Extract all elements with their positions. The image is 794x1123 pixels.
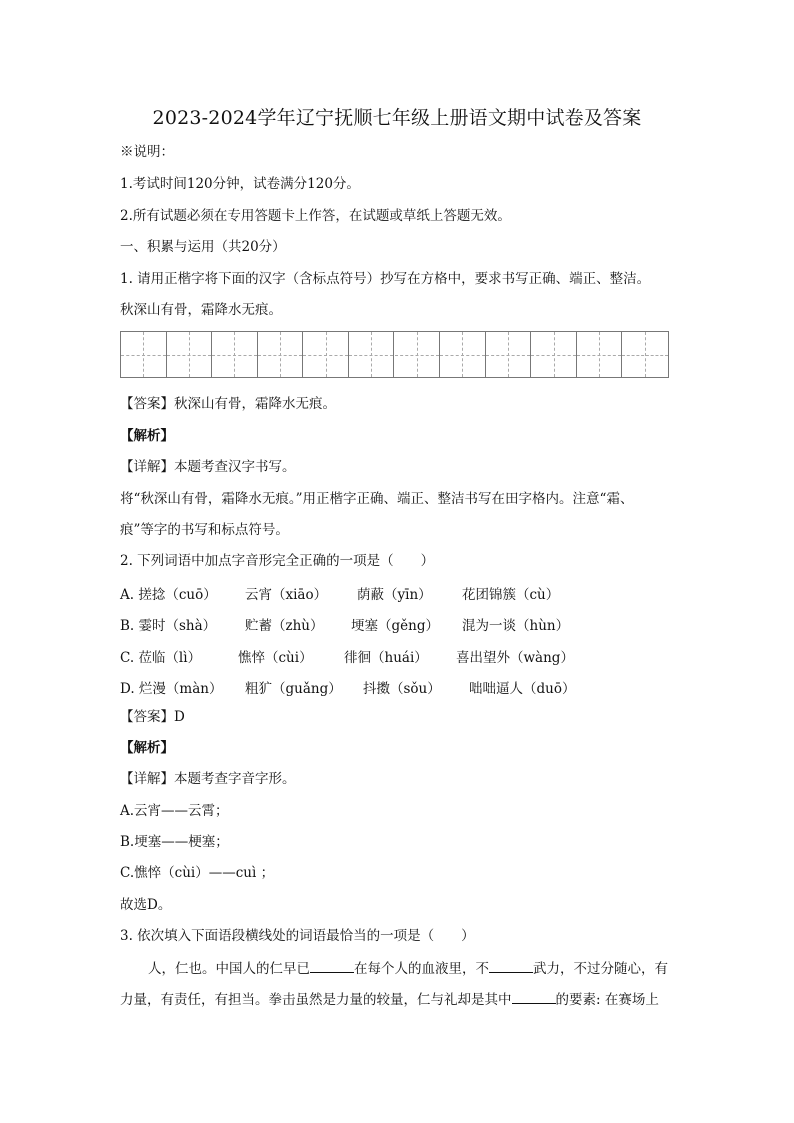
q2-option-a-2: 云宵（xiāo） (245, 587, 328, 603)
grid-cell[interactable] (349, 332, 395, 377)
q3-text: 武力，不过分随心，有 (533, 961, 668, 977)
grid-cell[interactable] (258, 332, 304, 377)
q2-option-d-2: 粗犷（guǎng） (245, 681, 342, 697)
q2-analysis-label: 【解析】 (120, 740, 174, 756)
q1-detail: 【详解】本题考查汉字书写。 (120, 459, 296, 475)
grid-cell[interactable] (395, 332, 441, 377)
q2-option-d-4: 咄咄逼人（duō） (469, 681, 576, 697)
grid-cell[interactable] (303, 332, 349, 377)
q2-option-a-4: 花团锦簇（cù） (462, 587, 560, 603)
q3-text: 人，仁也。中国人的仁早已 (148, 961, 310, 977)
q2-option-a-3: 荫蔽（yīn） (357, 587, 432, 603)
grid-cell[interactable] (486, 332, 532, 377)
q2-correction-c: C.憔悴（cùi）——cuì ； (120, 865, 275, 881)
q2-stem: 2. 下列词语中加点字音形完全正确的一项是（ ） (120, 553, 435, 569)
grid-cell[interactable] (622, 332, 668, 377)
fill-blank-3[interactable] (512, 989, 556, 1004)
note-2: 2.所有试题必须在专用答题卡上作答，在试题或草纸上答题无效。 (120, 208, 511, 224)
grid-guide-vertical (462, 332, 463, 377)
grid-cell[interactable] (121, 332, 167, 377)
grid-guide-vertical (143, 332, 144, 377)
q3-text: 的要素: 在赛场上 (555, 992, 659, 1008)
fill-blank-1[interactable] (310, 958, 354, 973)
fill-blank-2[interactable] (489, 958, 533, 973)
grid-guide-vertical (371, 332, 372, 377)
grid-guide-vertical (645, 332, 646, 377)
q1-explanation-1: 将“秋深山有骨，霜降水无痕。”用正楷字正确、端正、整洁书写在田字格内。注意“霜、 (120, 491, 634, 507)
q3-stem: 3. 依次填入下面语段横线处的词语最恰当的一项是（ ） (120, 928, 475, 944)
q2-conclusion: 故选D。 (120, 897, 172, 913)
q2-option-c-2: 憔悴（cùi） (238, 650, 313, 666)
page-title: 2023-2024学年辽宁抚顺七年级上册语文期中试卷及答案 (152, 107, 642, 129)
grid-guide-vertical (417, 332, 418, 377)
q2-option-d-3: 抖擞（sǒu） (363, 681, 441, 697)
grid-guide-vertical (280, 332, 281, 377)
q2-answer: 【答案】D (120, 709, 185, 725)
grid-guide-vertical (326, 332, 327, 377)
q3-passage-line-2 (120, 989, 680, 1009)
q2-option-b-3: 埂塞（gěng） (351, 618, 439, 634)
q3-text: 力量，有责任，有担当。拳击虽然是力量的较量，仁与礼却是其中 (120, 992, 512, 1008)
grid-cell[interactable] (531, 332, 577, 377)
grid-guide-vertical (189, 332, 190, 377)
q2-option-d-1: D. 烂漫（màn） (120, 681, 223, 697)
q3-passage-line-1 (148, 958, 708, 978)
grid-cell[interactable] (577, 332, 623, 377)
grid-guide-vertical (234, 332, 235, 377)
q3-text: 在每个人的血液里，不 (354, 961, 489, 977)
grid-guide-vertical (554, 332, 555, 377)
grid-cell[interactable] (440, 332, 486, 377)
q1-answer: 【答案】秋深山有骨，霜降水无痕。 (120, 396, 336, 412)
grid-cell[interactable] (212, 332, 258, 377)
q2-correction-a: A.云宵——云霄； (120, 803, 229, 819)
grid-guide-vertical (508, 332, 509, 377)
section-heading: 一、积累与运用（共20分） (120, 239, 286, 255)
q1-stem: 1. 请用正楷字将下面的汉字（含标点符号）抄写在方格中，要求书写正确、端正、整洁。 (120, 271, 651, 287)
writing-grid (120, 331, 669, 378)
q2-option-a-1: A. 搓捻（cuō） (120, 587, 217, 603)
q2-detail: 【详解】本题考查字音字形。 (120, 771, 296, 787)
note-1: 1.考试时间120分钟，试卷满分120分。 (120, 176, 360, 192)
grid-cell[interactable] (167, 332, 213, 377)
q2-option-b-2: 贮蓄（zhù） (245, 618, 324, 634)
q1-text: 秋深山有骨，霜降水无痕。 (120, 302, 282, 318)
q2-option-b-4: 混为一谈（hùn） (462, 618, 570, 634)
q2-option-c-3: 徘徊（huái） (344, 650, 428, 666)
q2-option-c-4: 喜出望外（wàng） (456, 650, 574, 666)
q2-correction-b: B.埂塞——梗塞； (120, 834, 229, 850)
q1-analysis-label: 【解析】 (120, 428, 174, 444)
q1-explanation-2: 痕”等字的书写和标点符号。 (120, 522, 289, 538)
q2-option-b-1: B. 霎时（shà） (120, 618, 217, 634)
grid-guide-vertical (599, 332, 600, 377)
notes-header: ※说明： (120, 144, 174, 160)
q2-option-c-1: C. 莅临（lì） (120, 650, 202, 666)
